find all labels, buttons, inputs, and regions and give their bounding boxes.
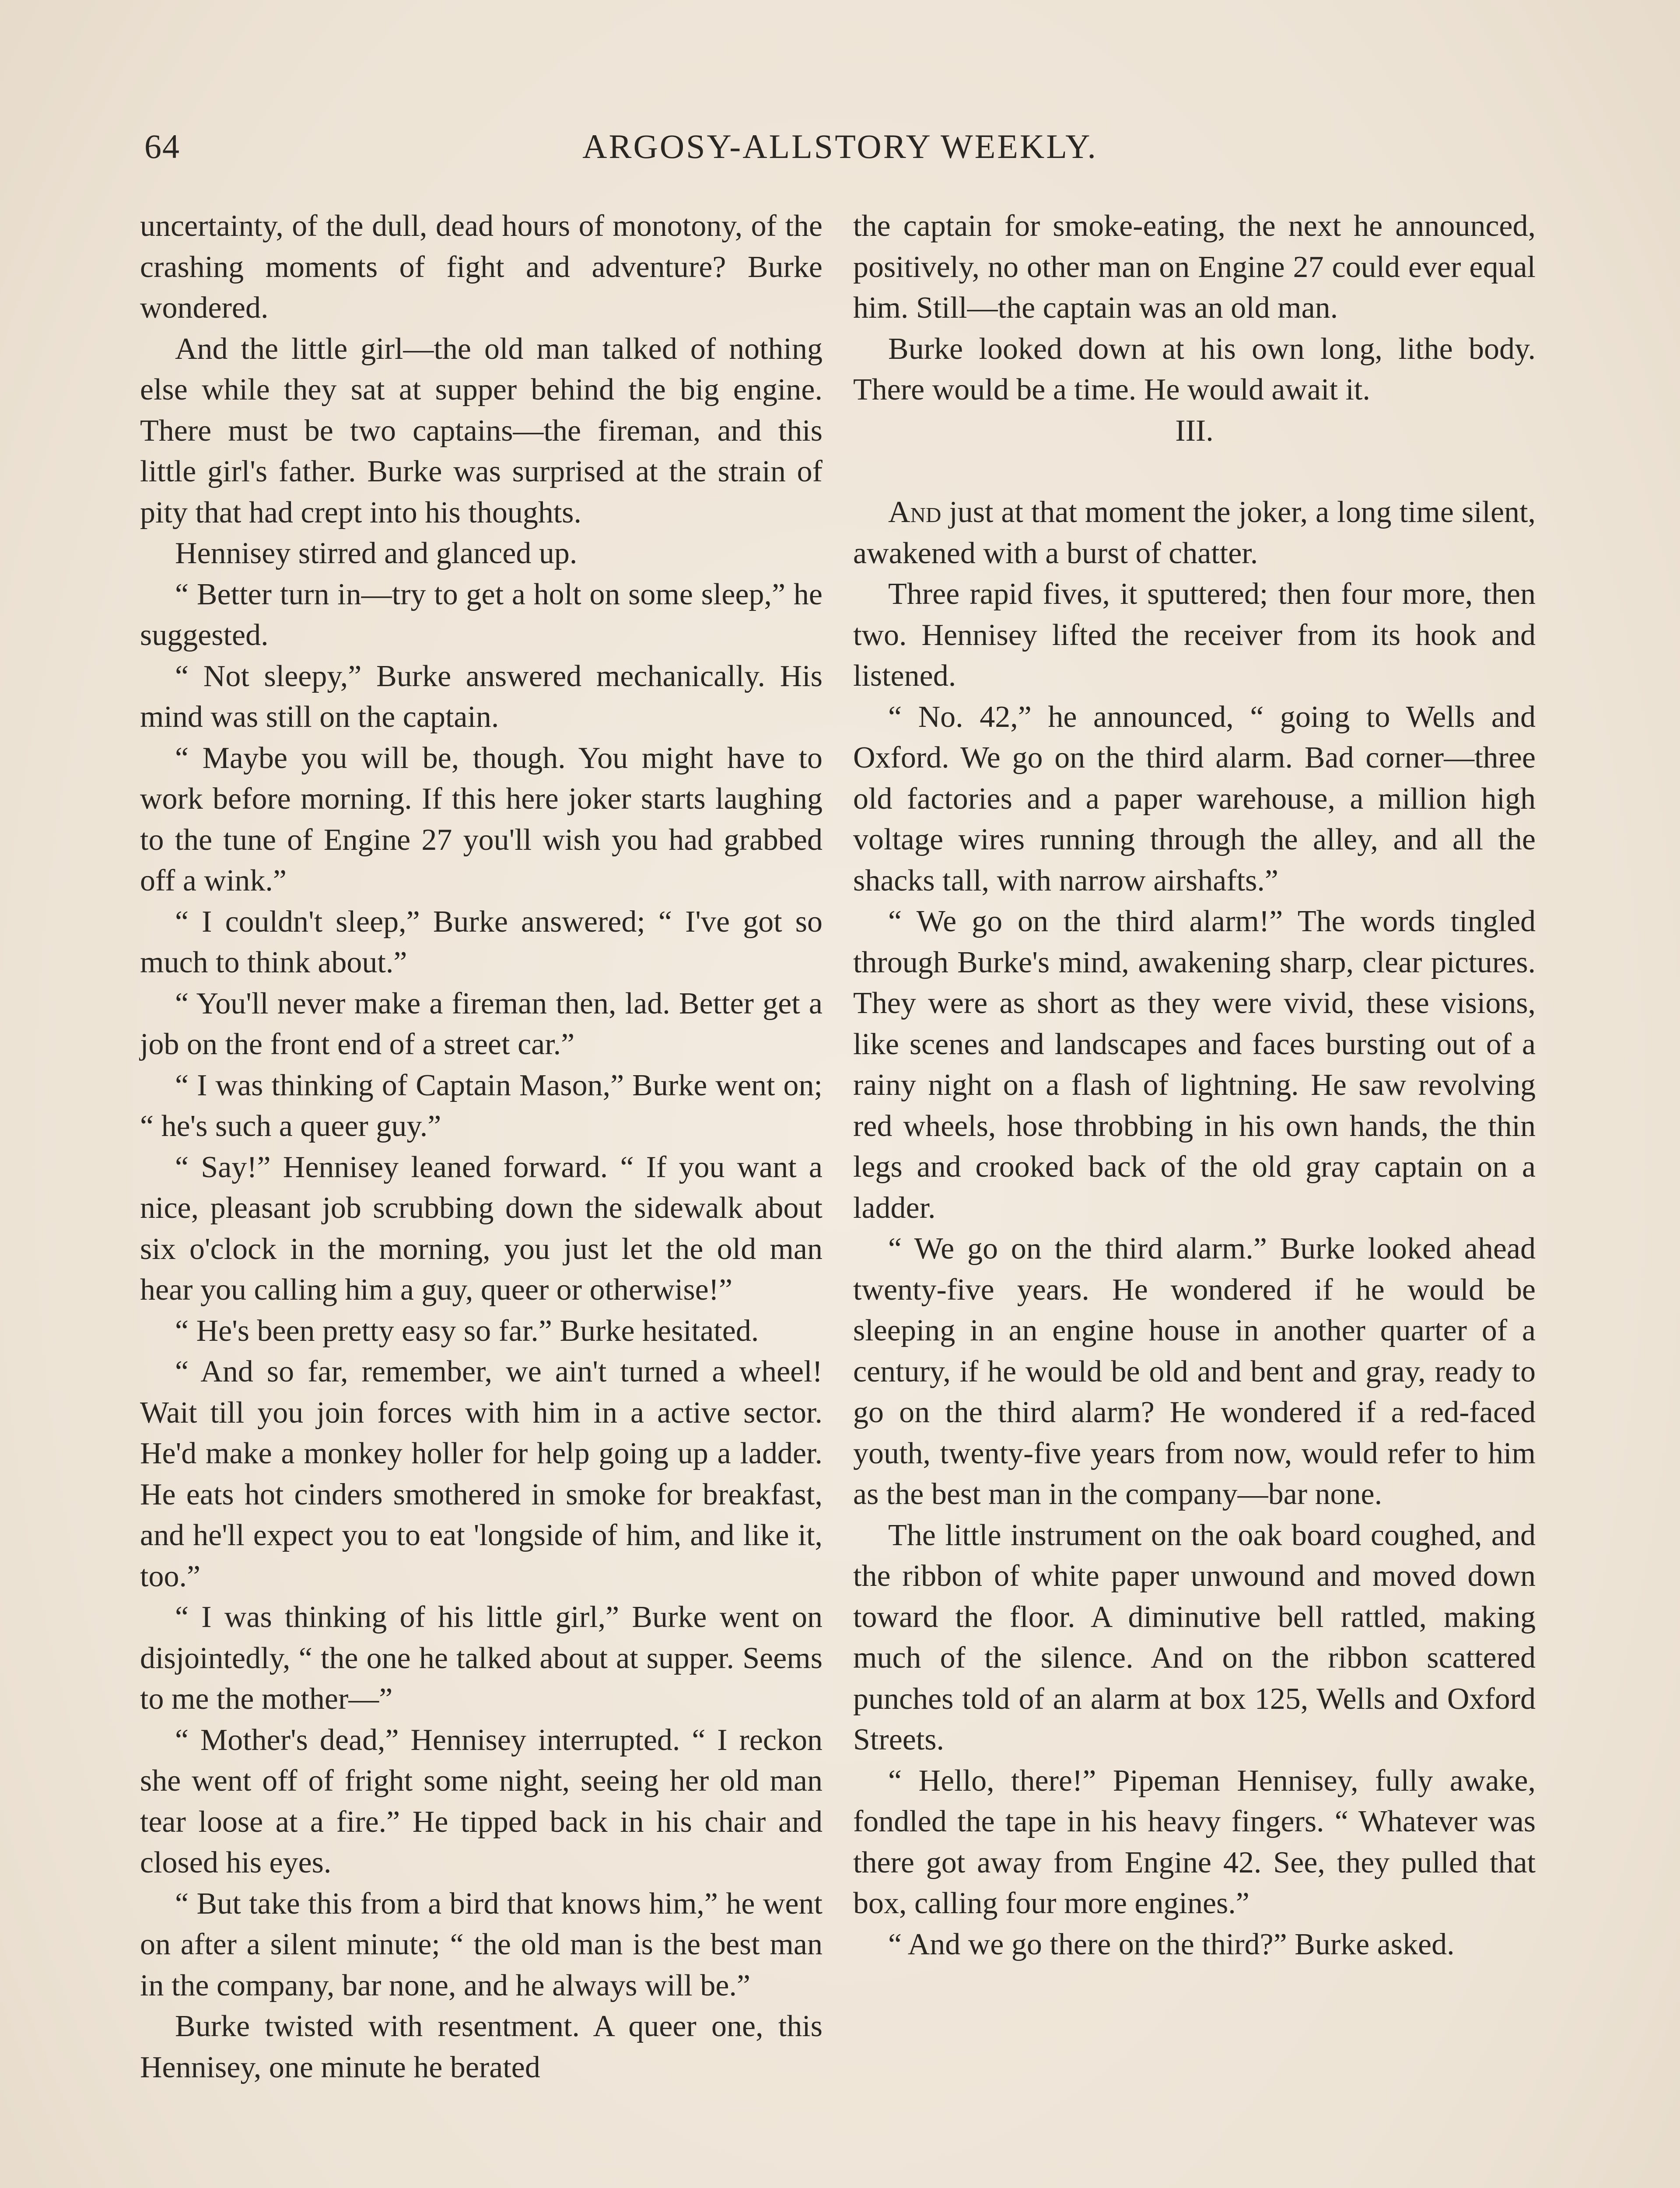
paragraph: Burke twisted with resentment. A queer one, this Hennisey, one minute he berated — [140, 2009, 822, 2084]
section-heading: III. — [1175, 414, 1214, 448]
opening-text: just at that moment the joker, a long time silent, awakened with a burst of chatter. — [853, 495, 1536, 570]
right-column — [853, 206, 1536, 1965]
paragraph: “ And so far, remember, we ain't turned a wheel! Wait till you join forces with him in a active sector. He'd make a monkey holler for help going up a ladder. He eats hot cinders smothered in smoke for breakfast, and he'll expect you to eat 'longside of him, and like it, too.” — [140, 1355, 822, 1593]
paragraph: “ Hello, there!” Pipeman Hennisey, fully awake, fondled the tape in his heavy fingers. “ Whatever was there got away from Engine 42. See, they pulled that box, calling four more engines.” — [853, 1764, 1536, 1920]
paragraph: “ Not sleepy,” Burke answered mechanically. His mind was still on the captain. — [140, 659, 822, 734]
paragraph: “ Maybe you will be, though. You might have to work before morning. If this here joker starts laughing to the tune of Engine 27 you'll wish you had grabbed off a wink.” — [140, 741, 822, 898]
running-head: ARGOSY-ALLSTORY WEEKLY. — [582, 127, 1098, 165]
paragraph: “ And we go there on the third?” Burke asked. — [888, 1927, 1455, 1961]
paragraph: “ Mother's dead,” Hennisey interrupted. “ I reckon she went off of fright some night, seeing her old man tear loose at a fire.” He tipped back in his chair and closed his eyes. — [140, 1723, 822, 1879]
section-opening-paragraph — [853, 492, 1536, 574]
page-header — [144, 127, 1536, 175]
paragraph: the captain for smoke-eating, the next he announced, positively, no other man on Engine 27 could ever equal him. Still—the captain was an old man. — [853, 209, 1536, 325]
page-number: 64 — [144, 127, 180, 165]
paragraph: The little instrument on the oak board coughed, and the ribbon of white paper unwound and moved down toward the floor. A diminutive bell rattled, making much of the silence. And on the ribbon scattered punches told of an alarm at box 125, Wells and Oxford Streets. — [853, 1518, 1536, 1757]
paragraph: “ Better turn in—try to get a holt on some sleep,” he suggested. — [140, 577, 822, 652]
paragraph: “ We go on the third alarm!” The words tingled through Burke's mind, awakening sharp, clear pictures. They were as short as they were vivid, these visions, like scenes and landscapes and faces bursting out of a rainy night on a flash of lightning. He saw revolving red wheels, hose throbbing in his own hands, the thin legs and crooked back of the old gray captain on a ladder. — [853, 905, 1536, 1225]
paragraph: Burke looked down at his own long, lithe body. There would be a time. He would await it. — [853, 332, 1536, 407]
paragraph: “ We go on the third alarm.” Burke looked ahead twenty-five years. He wondered if he would be sleeping in an engine house in another quarter of a century, if he would be old and bent and gray, ready to go on the third alarm? He wondered if a red-faced youth, twenty-five years from now, would refer to him as the best man in the company—bar none. — [853, 1232, 1536, 1511]
opening-word: And — [888, 495, 942, 529]
paragraph: uncertainty, of the dull, dead hours of monotony, of the crashing moments of fight and adventure? Burke wondered. — [140, 209, 822, 325]
paragraph: “ No. 42,” he announced, “ going to Wells and Oxford. We go on the third alarm. Bad corner—three old factories and a paper warehouse, a million high voltage wires running through the alley, and all the shacks tall, with narrow airshafts.” — [853, 700, 1536, 898]
paragraph: “ I couldn't sleep,” Burke answered; “ I've got so much to think about.” — [140, 905, 822, 979]
paragraph: Hennisey stirred and glanced up. — [175, 536, 578, 570]
paragraph: “ But take this from a bird that knows him,” he went on after a silent minute; “ the old man is the best man in the company, bar none, and he always will be.” — [140, 1886, 822, 2002]
paragraph: And the little girl—the old man talked of nothing else while they sat at supper behind the big engine. There must be two captains—the fireman, and this little girl's father. Burke was surprised at the strain of pity that had crept into his thoughts. — [140, 332, 822, 529]
paragraph: “ Say!” Hennisey leaned forward. “ If you want a nice, pleasant job scrubbing down the sidewalk about six o'clock in the morning, you just let the old man hear you calling him a guy, queer or otherwise!” — [140, 1150, 822, 1307]
left-column — [140, 206, 822, 2088]
paragraph: “ You'll never make a fireman then, lad. Better get a job on the front end of a street car.” — [140, 986, 822, 1061]
paragraph: “ I was thinking of his little girl,” Burke went on disjointedly, “ the one he talked about at supper. Seems to me the mother—” — [140, 1600, 822, 1716]
paragraph: “ I was thinking of Captain Mason,” Burke went on; “ he's such a queer guy.” — [140, 1068, 822, 1143]
paragraph: Three rapid fives, it sputtered; then four more, then two. Hennisey lifted the receiver from its hook and listened. — [853, 577, 1536, 693]
paragraph: “ He's been pretty easy so far.” Burke hesitated. — [175, 1314, 759, 1348]
